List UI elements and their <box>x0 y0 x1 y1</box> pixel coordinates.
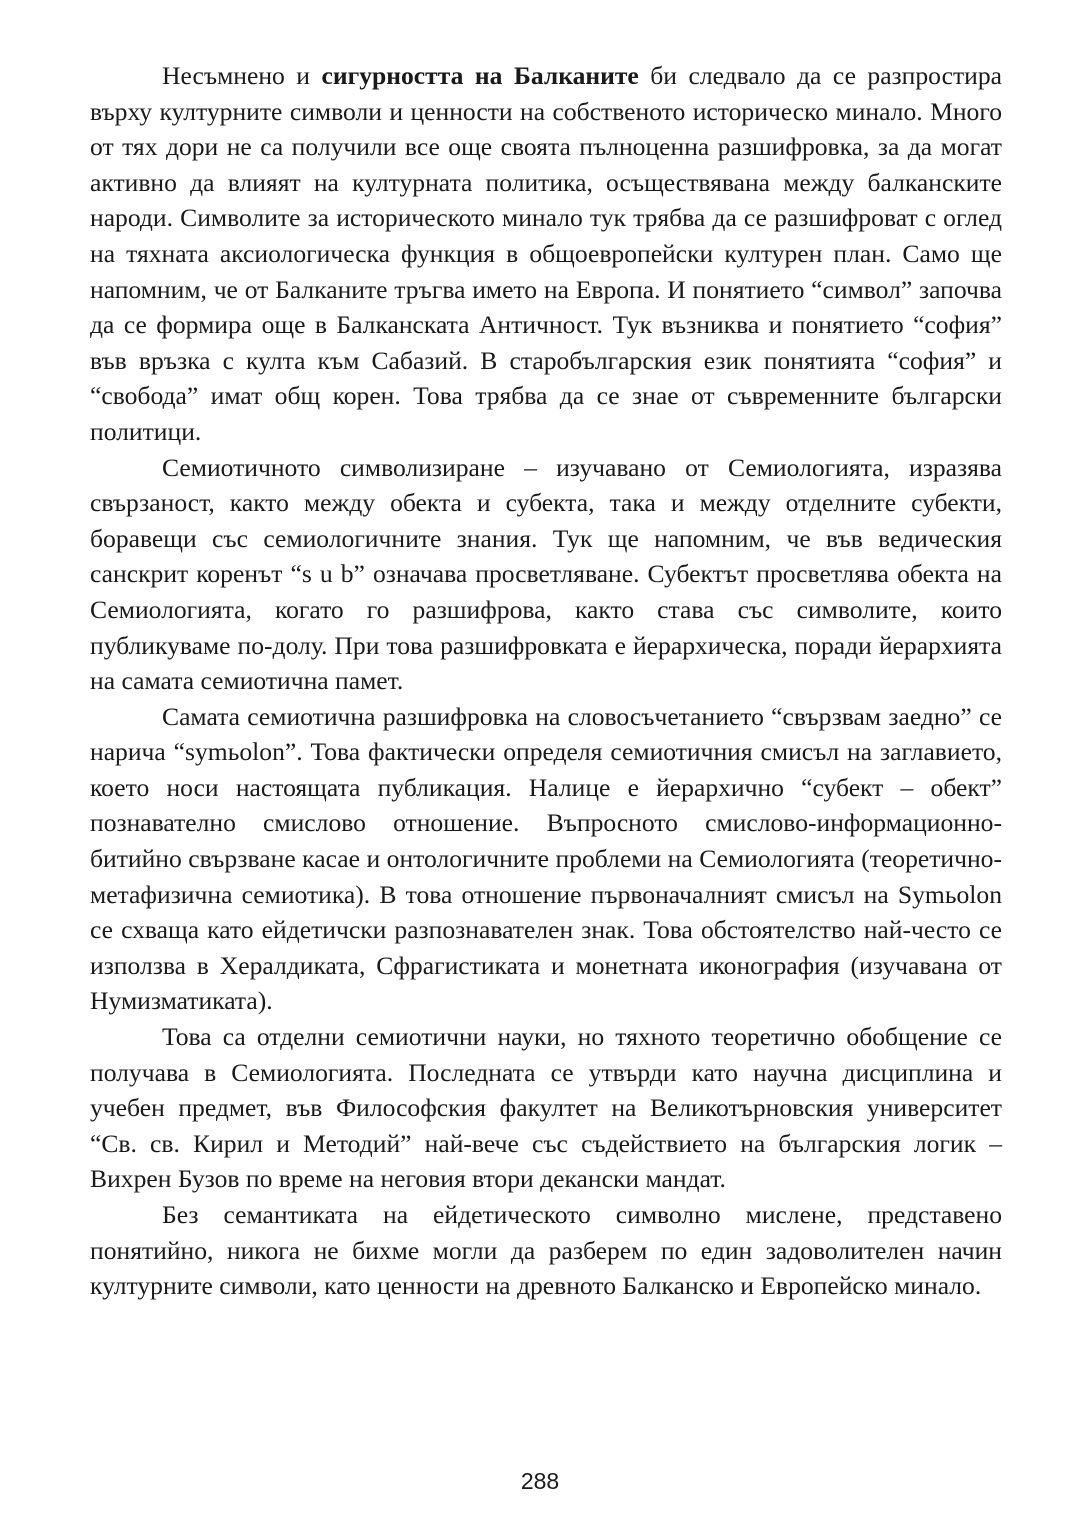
paragraph-1 <box>90 58 1002 450</box>
page-number: 288 <box>520 1468 560 1494</box>
paragraph-2: Семиотичното символизиране – изучавано от Семиологията, изразява свързаност, както между обекта и субекта, така и между отделните субекти, боравещи със семиологичните знания. Тук ще напомним, че във ведическия санскрит коренът “s u b” означава просветляване. Субектът просветлява обекта на Семиологията, когато го разшифрова, както става със символите, които публикуваме по-долу. При това разшифровката е йерархическа, поради йерархията на самата семиотична памет. <box>90 452 1002 696</box>
paragraph-3: Самата семиотична разшифровка на словосъчетанието “свързвам заедно” се нарича “symьolon”. Това фактически определя семиотичния смисъл на заглавието, което носи настоящата публикация. Налице е йерархично “субект – обект” познавателно смислово отношение. Въпросното смислово-информационно-битийно свързване касае и онтологичните проблеми на Семиологията (теоретично-метафизична семиотика). В това отношение първоначалният смисъл на Symьolon се схваща като ейдетичски разпознавателен знак. Това обстоятелство най-често се използва в Хералдиката, Сфрагистиката и монетната иконография (изучавана от Нумизматиката). <box>90 701 1002 1016</box>
paragraph-1-lead: Несъмнено и <box>162 61 322 90</box>
paragraph-4: Това са отделни семиотични науки, но тяхното теоретично обобщение се получава в Семиологията. Последната се утвърди като научна дисциплина и учебен предмет, във Философския факултет на Великотърновския университет “Св. св. Кирил и Методий” най-вече със съдействието на българския логик – Вихрен Бузов по време на неговия втори декански мандат. <box>90 1022 1002 1194</box>
paragraph-1-bold-phrase: сигурността на Балканите <box>321 61 639 90</box>
paragraph-1-text: би следвало да се разпростира върху културните символи и ценности на собственото историческо минало. Много от тях дори не са получили все още своята пълноценна разшифровка, за да могат активно да влияят на културната политика, осъществявана между балканските народи. Символите за историческото минало тук трябва да се разшифроват с оглед на тяхната аксиологическа функция в общоевропейски културен план. Само ще напомним, че от Балканите тръгва името на Европа. И понятието “символ” започва да се формира още в Балканската Античност. Тук възниква и понятието “софия” във връзка с култа към Сабазий. В старобългарския език понятията “софия” и “свобода” имат общ корен. Това трябва да се знае от съвременните български политици. <box>90 61 1002 446</box>
paragraph-5: Без семантиката на ейдетическото символно мислене, представено понятийно, никога не бихме могли да разберем по един задоволителен начин културните символи, като ценности на древното Балканско и Европейско минало. <box>90 1200 1002 1301</box>
page-body <box>90 58 1002 1304</box>
